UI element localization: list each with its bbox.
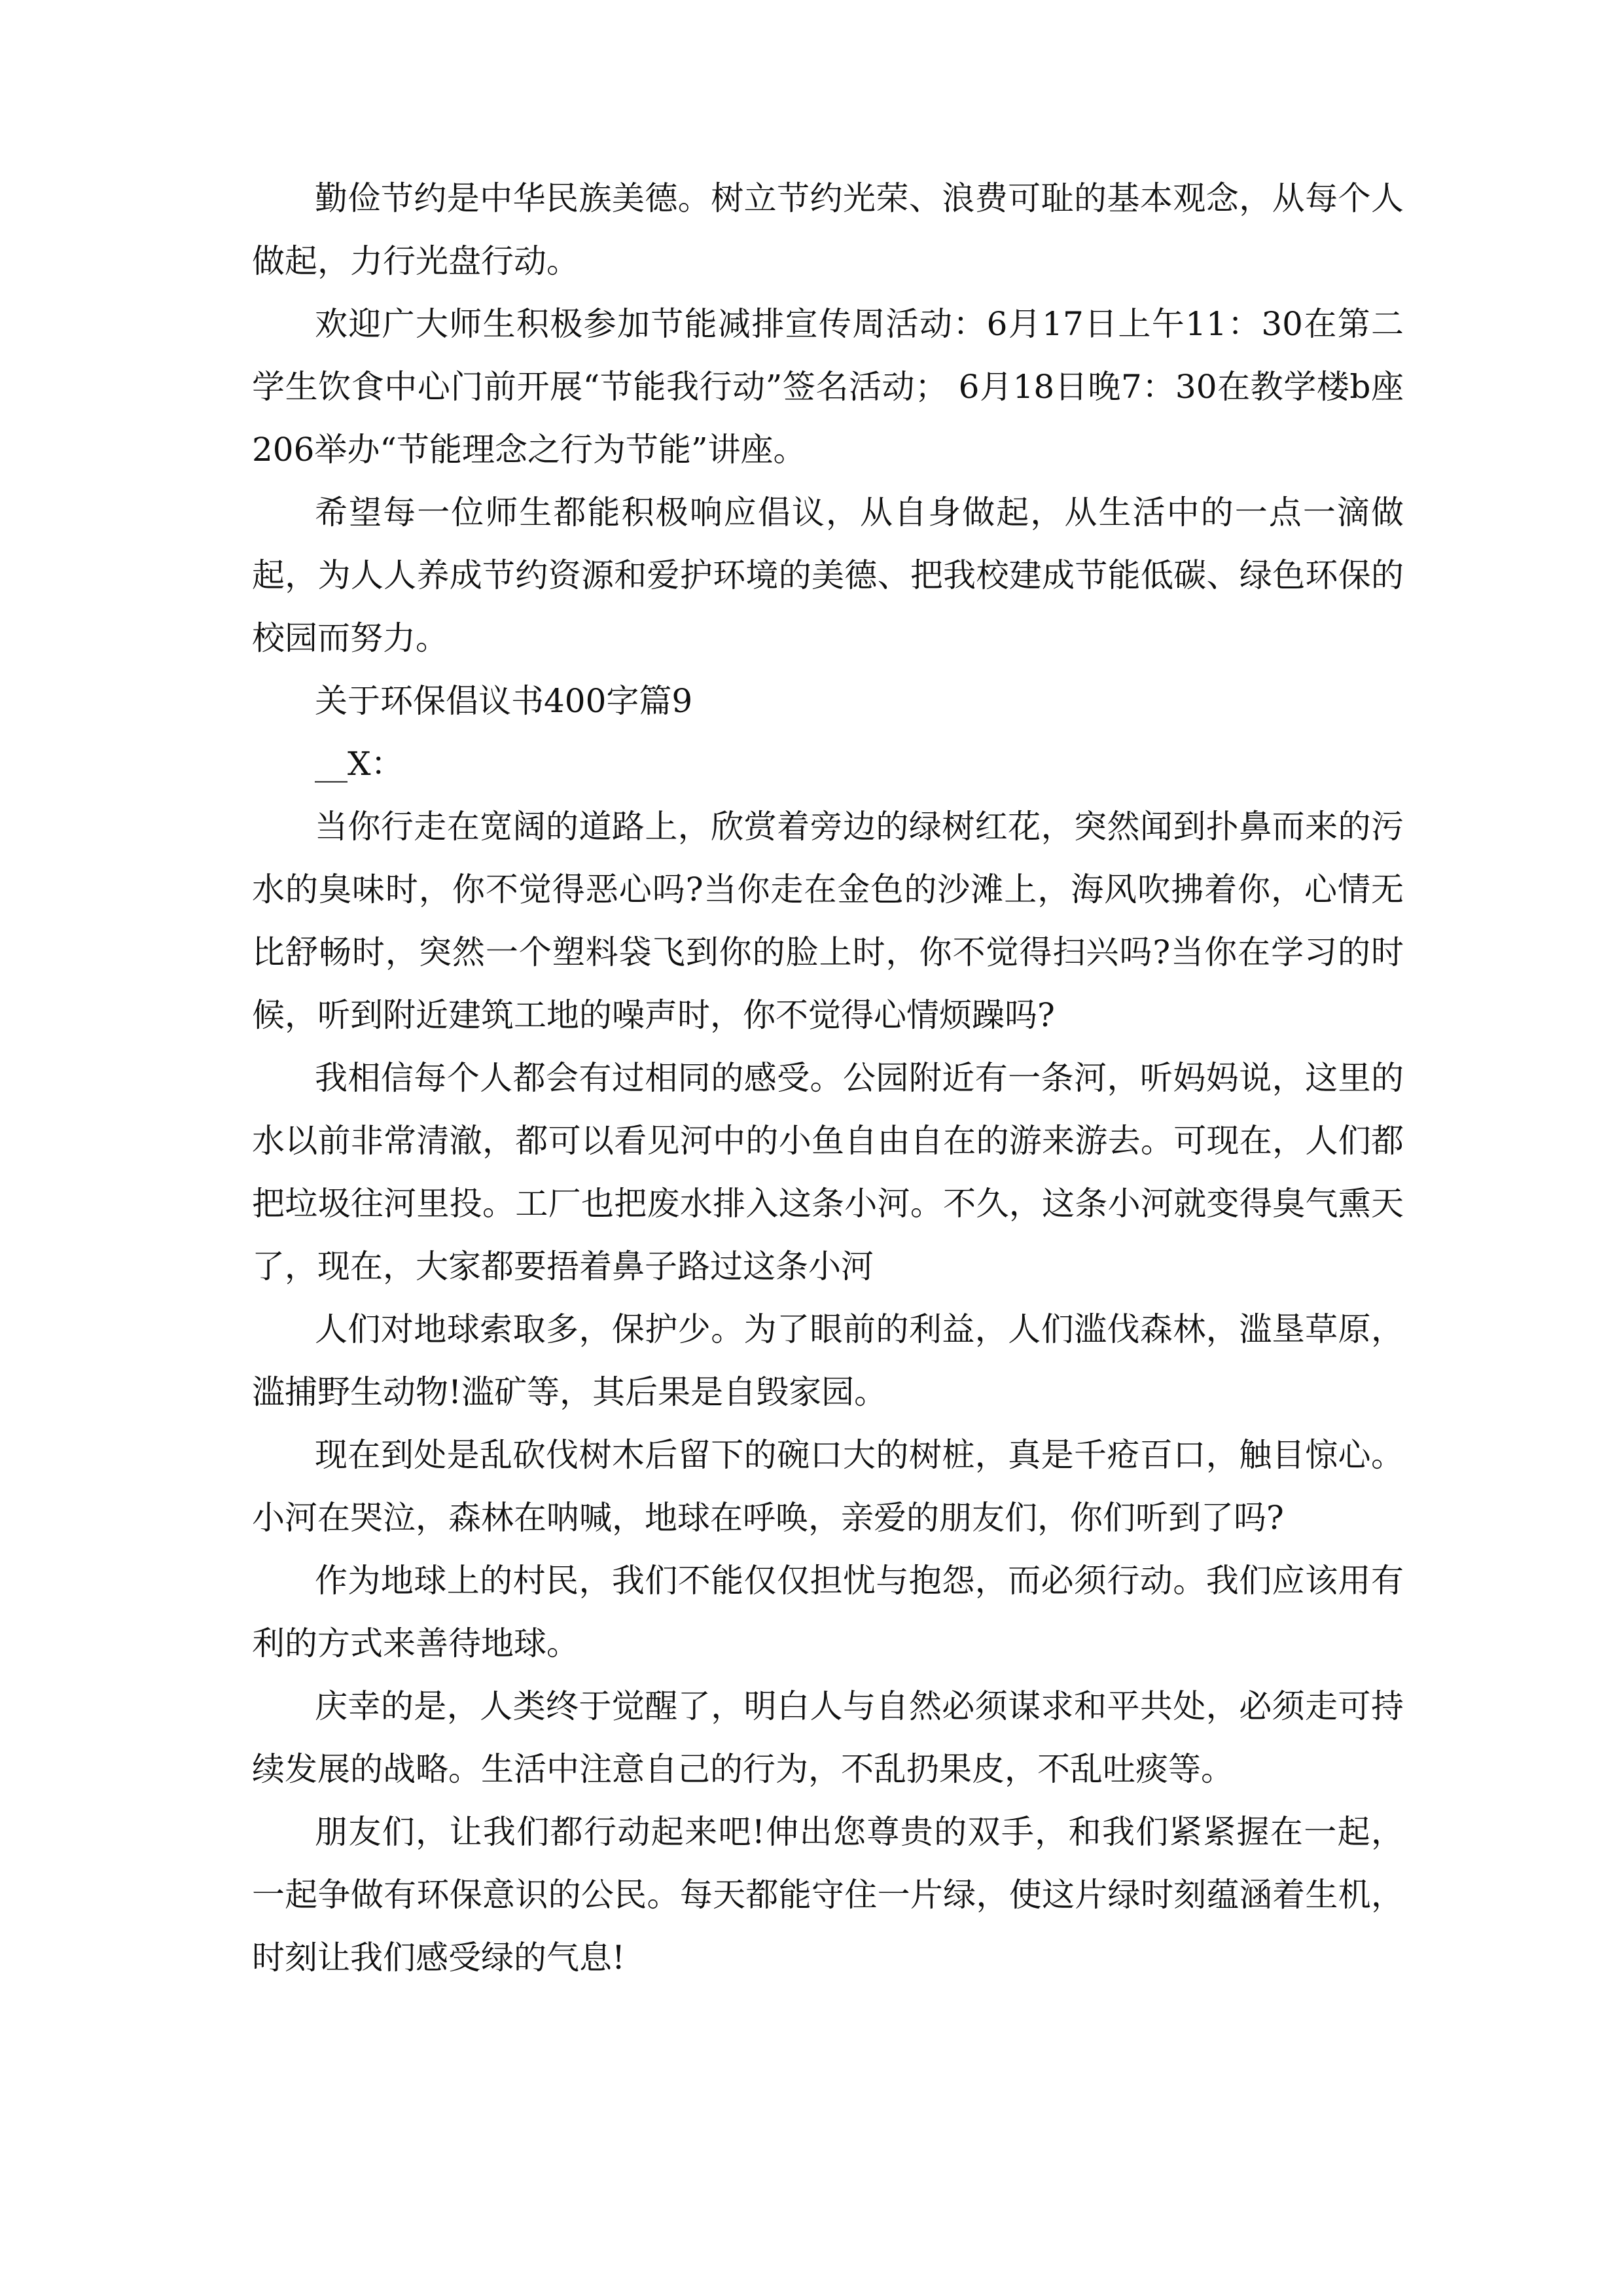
- paragraph-tree-stumps: 现在到处是乱砍伐树木后留下的碗口大的树桩，真是千疮百口，触目惊心。小河在哭泣，森林在呐喊，地球在呼唤，亲爱的朋友们，你们听到了吗?: [252, 1436, 1404, 1537]
- salutation: __X：: [315, 745, 404, 783]
- paragraph-event-invitation: 欢迎广大师生积极参加节能减排宣传周活动：6月17日上午11：30在第二学生饮食中心门前开展“节能我行动”签名活动； 6月18日晚7：30在教学楼b座206举办“节能理念之行为节能”讲座。: [252, 305, 1404, 469]
- paragraph-hope: 希望每一位师生都能积极响应倡议，从自身做起，从生活中的一点一滴做起，为人人养成节约资源和爱护环境的美德、把我校建成节能低碳、绿色环保的校园而努力。: [252, 493, 1404, 657]
- paragraph-awakening: 庆幸的是，人类终于觉醒了，明白人与自然必须谋求和平共处，必须走可持续发展的战略。生活中注意自己的行为，不乱扔果皮，不乱吐痰等。: [252, 1687, 1404, 1788]
- paragraph-frugality: 勤俭节约是中华民族美德。树立节约光荣、浪费可耻的基本观念，从每个人做起，力行光盘行动。: [252, 179, 1404, 280]
- paragraph-pollution-feelings: 当你行走在宽阔的道路上，欣赏着旁边的绿树红花，突然闻到扑鼻而来的污水的臭味时，你不觉得恶心吗?当你走在金色的沙滩上，海风吹拂着你，心情无比舒畅时，突然一个塑料袋飞到你的脸上时，你不觉得扫兴吗?当你在学习的时候，听到附近建筑工地的噪声时，你不觉得心情烦躁吗?: [252, 808, 1404, 1034]
- document-body: [252, 167, 1404, 1989]
- paragraph-river-story: 我相信每个人都会有过相同的感受。公园附近有一条河，听妈妈说，这里的水以前非常清澈，都可以看见河中的小鱼自由自在的游来游去。可现在，人们都把垃圾往河里投。工厂也把废水排入这条小河。不久，这条小河就变得臭气熏天了，现在，大家都要捂着鼻子路过这条小河: [252, 1059, 1404, 1285]
- paragraph-call-to-action: 朋友们，让我们都行动起来吧!伸出您尊贵的双手，和我们紧紧握在一起，一起争做有环保意识的公民。每天都能守住一片绿，使这片绿时刻蕴涵着生机，时刻让我们感受绿的气息!: [252, 1813, 1404, 1977]
- paragraph-exploitation: 人们对地球索取多，保护少。为了眼前的利益，人们滥伐森林，滥垦草原，滥捕野生动物!滥矿等，其后果是自毁家园。: [252, 1310, 1404, 1411]
- section-heading: 关于环保倡议书400字篇9: [315, 682, 693, 720]
- paragraph-must-act: 作为地球上的村民，我们不能仅仅担忧与抱怨，而必须行动。我们应该用有利的方式来善待地球。: [252, 1562, 1404, 1662]
